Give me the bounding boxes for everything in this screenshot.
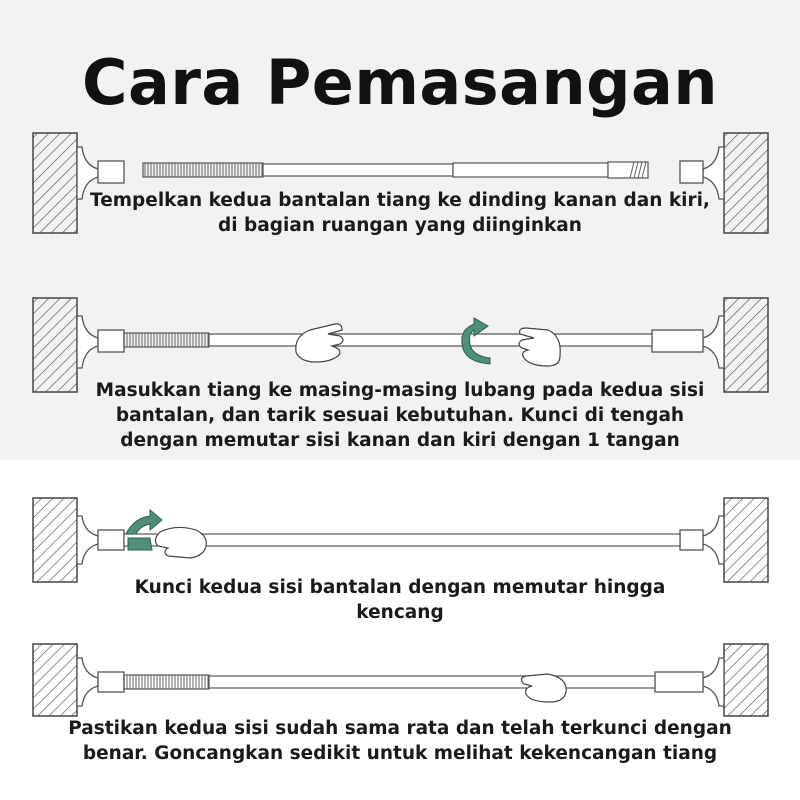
pole — [124, 675, 209, 689]
right-bracket — [703, 658, 724, 706]
step-3-caption: Kunci kedua sisi bantalan dengan memutar hingga kencang — [134, 577, 666, 623]
page-title: Cara Pemasangan — [81, 46, 718, 119]
pole — [124, 534, 680, 546]
right-bracket — [703, 516, 724, 564]
pole — [143, 163, 263, 177]
left-bracket — [77, 316, 98, 368]
step-4-caption: Pastikan kedua sisi sudah sama rata dan telah terkunci dengan benar. Goncangkan sedikit untuk melihat kekencangan tiang — [68, 718, 732, 764]
left-bracket — [77, 658, 98, 706]
left-hand — [296, 324, 343, 362]
step-3-illustration — [0, 494, 800, 584]
right-hand — [521, 674, 566, 702]
right-bracket — [703, 316, 724, 368]
left-hand — [155, 527, 206, 558]
right-hand — [519, 328, 560, 366]
step-2-caption: Masukkan tiang ke masing-masing lubang pada kedua sisi bantalan, dan tarik sesuai kebutuhan. Kunci di tengah dengan memutar sisi kanan dan kiri dengan 1 tangan — [95, 380, 705, 451]
left-wall — [33, 498, 77, 582]
right-wall — [724, 644, 768, 716]
step-1-caption: Tempelkan kedua bantalan tiang ke dinding kanan dan kiri, di bagian ruangan yang diinginkan — [90, 190, 710, 236]
left-bracket — [77, 516, 98, 564]
step-4-illustration — [0, 640, 800, 720]
left-wall — [33, 644, 77, 716]
pole — [124, 333, 209, 347]
right-wall — [724, 498, 768, 582]
